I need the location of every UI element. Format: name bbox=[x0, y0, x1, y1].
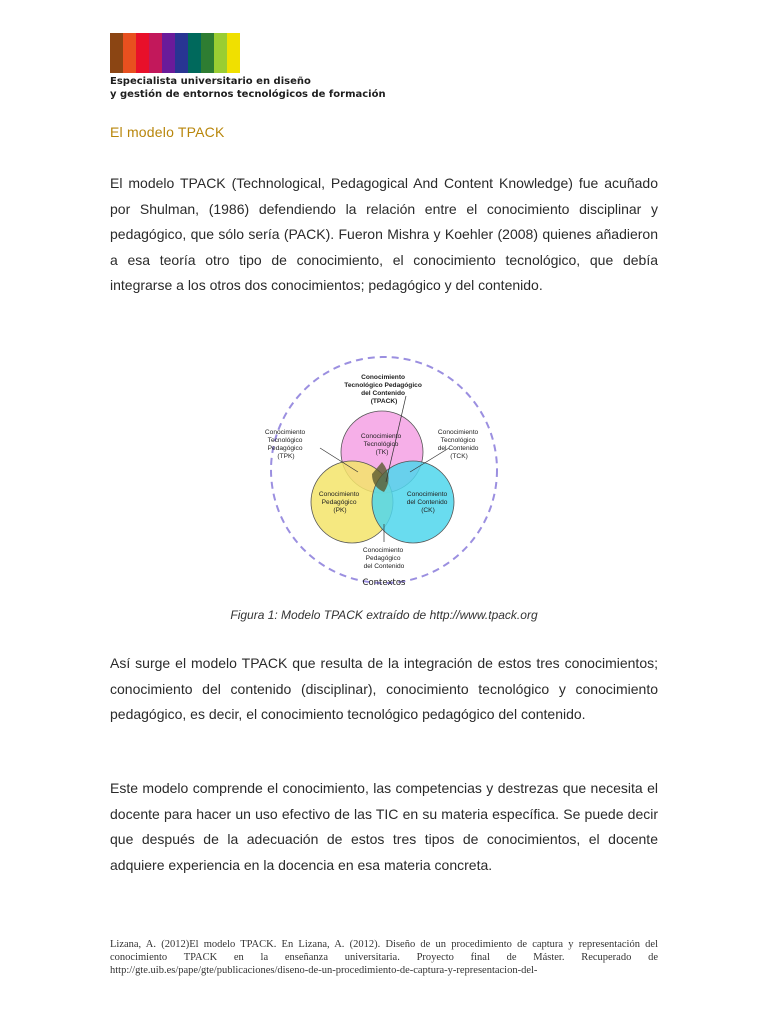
paragraph-1: El modelo TPACK (Technological, Pedagogical And Content Knowledge) fue acuñado por Shulman, (1986) defendiendo la relación entre el conocimiento disciplinar y pedagógico, que sólo sería (PACK). Fueron Mishra y Koehler (2008) quienes añadieron a esa teoría otro tipo de conocimiento, el conocimiento tecnológico, que debía integrarse a los otros dos conocimientos; pedagógico y del contenido. bbox=[110, 175, 658, 293]
logo-stripe bbox=[175, 33, 188, 73]
logo-stripe bbox=[214, 33, 227, 73]
paragraph-2: Así surge el modelo TPACK que resulta de la integración de estos tres conocimientos; conocimiento del contenido (disciplinar), conocimiento tecnológico y conocimiento pedagógico, es decir, el conocimiento tecnológico pedagógico del contenido. bbox=[110, 655, 658, 722]
contexts-label: Contextos bbox=[362, 578, 406, 588]
tpack-label: Conocimiento Tecnológico Pedagógico del Contenido (TPACK) bbox=[344, 374, 422, 405]
figure-caption: Figura 1: Modelo TPACK extraído de http://www.tpack.org bbox=[230, 608, 538, 622]
header-title bbox=[110, 75, 386, 101]
logo-stripe bbox=[162, 33, 175, 73]
logo-stripe bbox=[136, 33, 149, 73]
tpk-label: Conocimiento Tecnológico Pedagógico (TPK) bbox=[264, 429, 306, 460]
logo-stripe bbox=[149, 33, 162, 73]
paragraph-3: Este modelo comprende el conocimiento, las competencias y destrezas que necesita el docente para hacer un uso efectivo de las TIC en su materia específica. Se puede decir que después de la adecuación de estos tres tipos de conocimientos, el docente adquiere experiencia en la docencia en esa materia concreta. bbox=[110, 780, 658, 873]
tpack-diagram bbox=[254, 352, 514, 597]
logo-color-stripes bbox=[110, 33, 350, 73]
footnote-citation: Lizana, A. (2012)El modelo TPACK. En Lizana, A. (2012). Diseño de un procedimiento de captura y representación del conocimiento TPACK en la enseñanza universitaria. Proyecto final de Máster. Recuperado de http://gte.uib.es/pape/gte/publicaciones/diseno-de-un-procedimiento-de-captura-y-representacion-del- bbox=[110, 939, 658, 976]
tk-label: Conocimiento Tecnológico (TK) bbox=[360, 433, 402, 456]
header-line-1: Especialista universitario en diseño bbox=[110, 76, 311, 87]
logo-stripe bbox=[188, 33, 201, 73]
logo-stripe bbox=[227, 33, 240, 73]
section-title: El modelo TPACK bbox=[110, 124, 225, 140]
pk-label: Conocimiento Pedagógico (PK) bbox=[318, 491, 360, 514]
ck-label: Conocimiento del Contenido (CK) bbox=[406, 491, 448, 514]
pck-label: Conocimiento Pedagógico del Contenido bbox=[362, 547, 405, 570]
logo-stripe bbox=[201, 33, 214, 73]
tck-label: Conocimiento Tecnológico del Contenido (TCK) bbox=[437, 429, 479, 460]
header-line-2: y gestión de entornos tecnológicos de formación bbox=[110, 89, 386, 100]
logo-stripe bbox=[123, 33, 136, 73]
logo-stripe bbox=[110, 33, 123, 73]
document-header bbox=[110, 33, 386, 101]
